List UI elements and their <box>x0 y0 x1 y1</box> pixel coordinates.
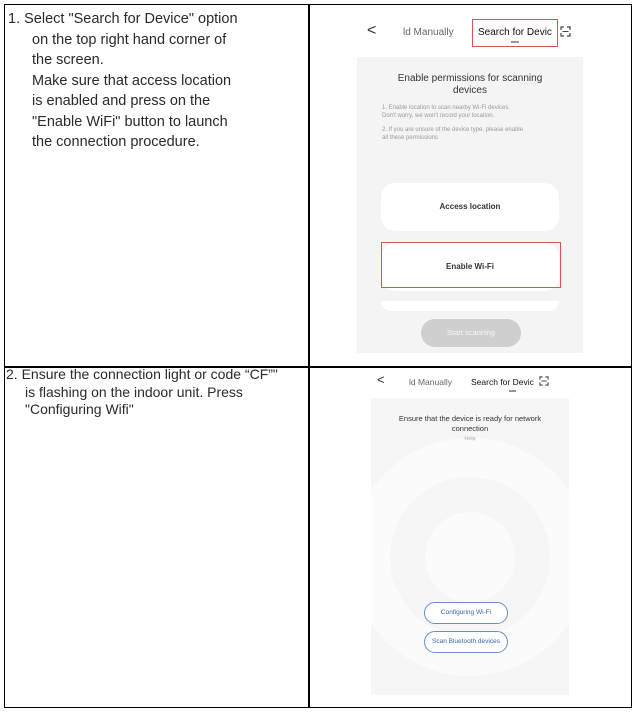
column-divider <box>308 5 310 707</box>
access-location-card[interactable] <box>381 183 559 231</box>
step-1-line: the screen. <box>32 52 104 68</box>
step-1-line: on the top right hand corner of <box>32 31 227 48</box>
step-1-line: Make sure that access location <box>32 72 232 89</box>
tab-add-manually[interactable]: ld Manually <box>403 27 454 38</box>
step-1-text <box>8 9 238 153</box>
scan-bluetooth-button[interactable]: Scan Bluetooth devices <box>424 631 508 653</box>
device-ready-title: Ensure that the device is ready for network connection <box>398 414 542 433</box>
permissions-title: Enable permissions for scanning devices <box>397 73 543 96</box>
app-screenshot-permissions <box>357 13 583 353</box>
tab-indicator <box>509 390 516 392</box>
help-link[interactable]: Help <box>464 436 476 442</box>
permission-note-2: 2. If you are unsure of the device type, please enable all these permissions <box>382 127 524 141</box>
tab-search-for-device[interactable]: Search for Devic <box>471 377 534 387</box>
step-2-line: 2. Ensure the connection light or code “CF”" <box>6 366 278 382</box>
start-scanning-button[interactable]: Start scanning <box>421 319 521 347</box>
scan-icon[interactable] <box>560 26 571 37</box>
tab-indicator <box>511 41 519 43</box>
permissions-panel <box>357 57 583 353</box>
enable-wifi-label: Enable Wi-Fi <box>446 262 494 271</box>
ring-inner <box>425 512 515 602</box>
card-edge <box>381 301 559 311</box>
step-2-line: "Configuring Wifi" <box>25 401 134 417</box>
app-screenshot-ready <box>371 370 569 695</box>
tab-add-manually[interactable]: ld Manually <box>409 377 452 387</box>
step-1-line: is enabled and press on the <box>32 93 211 109</box>
step-2-text <box>6 366 278 419</box>
step-2-line: is flashing on the indoor unit. Press <box>25 383 243 400</box>
permission-note-1: 1. Enable location to scan nearby Wi-Fi devices. Don't worry, we won't record your location. <box>382 105 511 119</box>
tab-search-for-device[interactable]: Search for Devic <box>478 27 552 38</box>
device-ready-panel <box>371 398 569 695</box>
back-icon[interactable]: < <box>367 22 377 39</box>
step-1-line: "Enable WiFi" button to launch <box>32 113 228 130</box>
configuring-wifi-button[interactable]: Configuring Wi-Fi <box>424 602 508 624</box>
enable-wifi-highlight <box>381 242 561 288</box>
back-icon[interactable]: < <box>377 372 385 387</box>
app-top-bar <box>357 13 583 53</box>
access-location-label: Access location <box>439 202 501 211</box>
scan-icon[interactable] <box>539 376 549 386</box>
step-1-line: the connection procedure. <box>32 134 200 150</box>
step-1-line: 1. Select "Search for Device" option <box>8 11 238 27</box>
